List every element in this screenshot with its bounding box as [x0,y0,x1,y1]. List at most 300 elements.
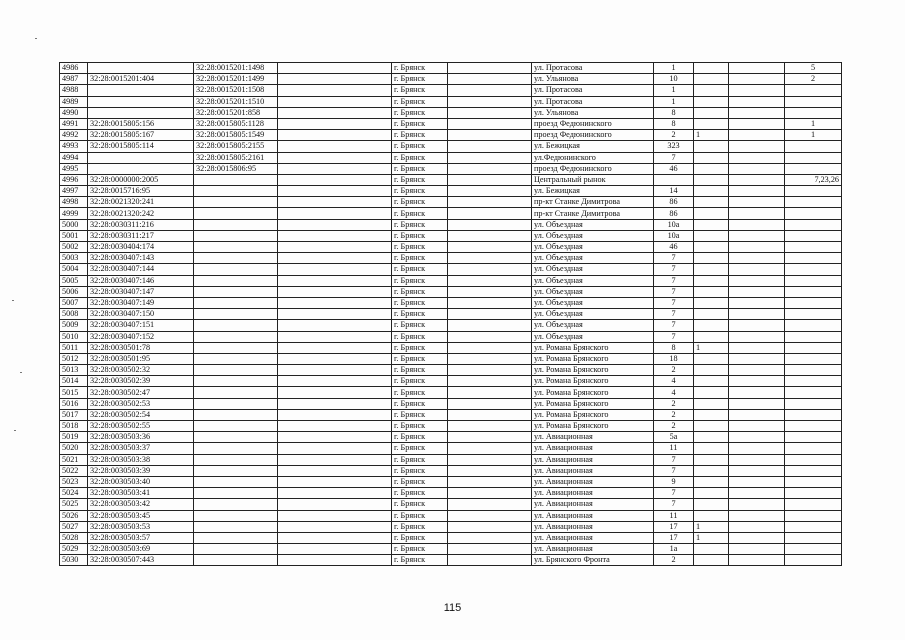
cell-blank-col-2 [448,74,532,85]
cell-row-number: 5023 [60,476,88,487]
cell-note [785,286,842,297]
cell-house-number: 2 [654,365,694,376]
cell-city: г. Брянск [392,309,448,320]
cell-row-number: 4986 [60,63,88,74]
cell-city: г. Брянск [392,465,448,476]
cell-blank-col [278,152,392,163]
cell-building [694,96,729,107]
table-row [60,521,842,532]
table-row [60,387,842,398]
cell-city: г. Брянск [392,532,448,543]
cell-street: ул. Романа Брянского [532,342,654,353]
cell-house-number: 7 [654,499,694,510]
cell-cadastral-number: 32:28:0030503:39 [88,465,194,476]
cell-blank-col-2 [448,409,532,420]
cell-cadastral-number: 32:28:0030502:39 [88,376,194,387]
cell-street: пр-кт Станке Димитрова [532,208,654,219]
cell-row-number: 5003 [60,253,88,264]
cell-extra [729,242,785,253]
cell-note [785,141,842,152]
table-row [60,432,842,443]
cell-city: г. Брянск [392,376,448,387]
cell-extra [729,421,785,432]
cell-house-number: 17 [654,521,694,532]
table-row [60,230,842,241]
cell-street: ул. Объездная [532,297,654,308]
cell-building [694,219,729,230]
cell-city: г. Брянск [392,242,448,253]
cell-sub-cadastral-number [194,532,278,543]
cell-row-number: 5000 [60,219,88,230]
cell-sub-cadastral-number [194,309,278,320]
cell-house-number: 2 [654,130,694,141]
cell-note [785,85,842,96]
cell-sub-cadastral-number [194,521,278,532]
cell-blank-col-2 [448,96,532,107]
cell-extra [729,309,785,320]
cell-house-number: 7 [654,253,694,264]
cell-street: ул. Авиационная [532,532,654,543]
cell-city: г. Брянск [392,230,448,241]
cell-extra [729,331,785,342]
cell-blank-col [278,432,392,443]
cell-note [785,163,842,174]
cell-note [785,499,842,510]
cell-building [694,555,729,566]
cell-sub-cadastral-number [194,555,278,566]
cell-blank-col [278,398,392,409]
cell-building: 1 [694,342,729,353]
table-row [60,376,842,387]
cell-row-number: 5028 [60,532,88,543]
cell-sub-cadastral-number [194,297,278,308]
cell-sub-cadastral-number [194,476,278,487]
cell-street: ул. Объездная [532,230,654,241]
cell-note [785,421,842,432]
cell-blank-col [278,309,392,320]
cell-building [694,297,729,308]
cell-blank-col [278,275,392,286]
cell-sub-cadastral-number [194,488,278,499]
cell-blank-col-2 [448,297,532,308]
cell-note [785,242,842,253]
cell-building [694,230,729,241]
cell-blank-col [278,230,392,241]
cell-building: 1 [694,130,729,141]
cell-blank-col [278,499,392,510]
table-row [60,107,842,118]
cell-blank-col-2 [448,85,532,96]
cell-blank-col [278,387,392,398]
cell-row-number: 5005 [60,275,88,286]
cell-extra [729,219,785,230]
cell-cadastral-number: 32:28:0021320:241 [88,197,194,208]
cell-sub-cadastral-number [194,499,278,510]
cell-blank-col-2 [448,219,532,230]
cell-cadastral-number: 32:28:0030503:42 [88,499,194,510]
cell-row-number: 5019 [60,432,88,443]
cell-row-number: 4989 [60,96,88,107]
cell-extra [729,264,785,275]
cell-sub-cadastral-number [194,208,278,219]
cell-blank-col-2 [448,63,532,74]
cell-city: г. Брянск [392,454,448,465]
cell-cadastral-number: 32:28:0030311:216 [88,219,194,230]
cell-row-number: 5001 [60,230,88,241]
table-row [60,499,842,510]
cell-cadastral-number: 32:28:0030503:53 [88,521,194,532]
cell-building [694,398,729,409]
cell-blank-col-2 [448,398,532,409]
table-row [60,174,842,185]
cell-house-number: 8 [654,342,694,353]
cell-sub-cadastral-number [194,242,278,253]
cell-blank-col [278,365,392,376]
cell-row-number: 4993 [60,141,88,152]
cell-blank-col-2 [448,186,532,197]
cell-building [694,163,729,174]
cell-street: ул. Романа Брянского [532,398,654,409]
cell-note: 1 [785,130,842,141]
cell-building [694,309,729,320]
cell-building [694,465,729,476]
cell-house-number: 7 [654,152,694,163]
cell-building [694,365,729,376]
cell-house-number: 10 [654,74,694,85]
cell-blank-col-2 [448,242,532,253]
cell-blank-col [278,421,392,432]
cell-note: 1 [785,118,842,129]
cell-cadastral-number: 32:28:0030502:55 [88,421,194,432]
scan-speck [35,38,37,39]
cell-street: ул. Авиационная [532,454,654,465]
cell-row-number: 5018 [60,421,88,432]
cell-blank-col-2 [448,476,532,487]
cell-house-number: 323 [654,141,694,152]
table-row [60,197,842,208]
table-row [60,286,842,297]
cell-note [785,320,842,331]
cell-building [694,432,729,443]
cell-building [694,320,729,331]
cell-house-number: 7 [654,275,694,286]
cell-city: г. Брянск [392,152,448,163]
cell-city: г. Брянск [392,510,448,521]
cell-sub-cadastral-number: 32:28:0015805:2161 [194,152,278,163]
cell-house-number: 11 [654,510,694,521]
cell-city: г. Брянск [392,63,448,74]
cell-note: 5 [785,63,842,74]
cell-city: г. Брянск [392,264,448,275]
cell-building [694,409,729,420]
table-row [60,443,842,454]
cell-extra [729,107,785,118]
cell-sub-cadastral-number [194,443,278,454]
table-row [60,208,842,219]
cell-street: ул. Брянского Фронта [532,555,654,566]
cell-sub-cadastral-number [194,432,278,443]
cell-extra [729,365,785,376]
cell-sub-cadastral-number [194,365,278,376]
cell-city: г. Брянск [392,320,448,331]
cell-row-number: 5015 [60,387,88,398]
cell-building [694,544,729,555]
cell-extra [729,488,785,499]
cell-note [785,376,842,387]
cell-street: ул. Объездная [532,309,654,320]
cell-street: ул. Авиационная [532,465,654,476]
cell-note [785,465,842,476]
cell-row-number: 4987 [60,74,88,85]
cell-note [785,532,842,543]
cell-extra [729,118,785,129]
cell-sub-cadastral-number [194,230,278,241]
cell-row-number: 5009 [60,320,88,331]
cell-city: г. Брянск [392,107,448,118]
cell-extra [729,398,785,409]
registry-table [59,62,842,566]
cell-blank-col-2 [448,118,532,129]
table-row [60,253,842,264]
cell-house-number: 10а [654,230,694,241]
cell-blank-col-2 [448,488,532,499]
table-row [60,74,842,85]
cell-house-number: 7 [654,331,694,342]
cell-building: 1 [694,532,729,543]
cell-cadastral-number [88,107,194,118]
cell-cadastral-number: 32:28:0030407:144 [88,264,194,275]
cell-row-number: 5016 [60,398,88,409]
cell-extra [729,208,785,219]
cell-city: г. Брянск [392,353,448,364]
cell-note [785,275,842,286]
cell-extra [729,409,785,420]
cell-row-number: 5020 [60,443,88,454]
cell-city: г. Брянск [392,208,448,219]
cell-row-number: 5011 [60,342,88,353]
cell-sub-cadastral-number [194,275,278,286]
cell-row-number: 4991 [60,118,88,129]
cell-note [785,443,842,454]
cell-blank-col-2 [448,365,532,376]
cell-street: ул. Авиационная [532,476,654,487]
cell-blank-col [278,141,392,152]
cell-house-number: 86 [654,197,694,208]
cell-note [785,219,842,230]
cell-city: г. Брянск [392,476,448,487]
cell-city: г. Брянск [392,197,448,208]
cell-cadastral-number: 32:28:0030503:69 [88,544,194,555]
table-row [60,309,842,320]
cell-blank-col-2 [448,309,532,320]
cell-row-number: 4995 [60,163,88,174]
cell-street: ул. Объездная [532,242,654,253]
cell-blank-col-2 [448,230,532,241]
cell-city: г. Брянск [392,499,448,510]
cell-blank-col [278,376,392,387]
cell-note: 2 [785,74,842,85]
cell-note [785,342,842,353]
cell-sub-cadastral-number: 32:28:0015805:1549 [194,130,278,141]
cell-building [694,85,729,96]
cell-sub-cadastral-number [194,197,278,208]
cell-building [694,421,729,432]
cell-street: ул. Объездная [532,253,654,264]
cell-blank-col-2 [448,421,532,432]
cell-extra [729,555,785,566]
table-row [60,532,842,543]
cell-street: ул. Авиационная [532,499,654,510]
cell-extra [729,253,785,264]
table-row [60,152,842,163]
cell-blank-col-2 [448,264,532,275]
cell-extra [729,387,785,398]
cell-house-number: 2 [654,421,694,432]
cell-blank-col-2 [448,208,532,219]
cell-city: г. Брянск [392,163,448,174]
table-row [60,398,842,409]
cell-row-number: 4996 [60,174,88,185]
cell-blank-col [278,331,392,342]
cell-house-number: 17 [654,532,694,543]
cell-sub-cadastral-number [194,253,278,264]
cell-row-number: 4990 [60,107,88,118]
cell-city: г. Брянск [392,443,448,454]
cell-cadastral-number: 32:28:0030502:54 [88,409,194,420]
cell-house-number [654,174,694,185]
cell-city: г. Брянск [392,365,448,376]
cell-cadastral-number: 32:28:0030501:95 [88,353,194,364]
table-row [60,465,842,476]
cell-cadastral-number [88,63,194,74]
cell-street: ул. Авиационная [532,521,654,532]
cell-sub-cadastral-number [194,409,278,420]
cell-row-number: 4999 [60,208,88,219]
cell-blank-col [278,174,392,185]
cell-house-number: 7 [654,488,694,499]
cell-cadastral-number: 32:28:0015805:156 [88,118,194,129]
table-row [60,342,842,353]
cell-note [785,488,842,499]
cell-building [694,488,729,499]
cell-blank-col [278,130,392,141]
cell-street: ул. Протасова [532,63,654,74]
cell-house-number: 4 [654,387,694,398]
cell-cadastral-number: 32:28:0030404:174 [88,242,194,253]
cell-cadastral-number: 32:28:0030502:47 [88,387,194,398]
cell-row-number: 5021 [60,454,88,465]
cell-sub-cadastral-number [194,421,278,432]
cell-extra [729,532,785,543]
table-row [60,331,842,342]
cell-blank-col [278,510,392,521]
cell-blank-col [278,353,392,364]
cell-blank-col [278,297,392,308]
cell-house-number: 7 [654,454,694,465]
table-row [60,488,842,499]
cell-row-number: 5010 [60,331,88,342]
cell-house-number: 1а [654,544,694,555]
cell-blank-col-2 [448,499,532,510]
cell-blank-col [278,107,392,118]
cell-house-number: 11 [654,443,694,454]
cell-house-number: 7 [654,297,694,308]
cell-blank-col-2 [448,152,532,163]
cell-note [785,96,842,107]
table-row [60,353,842,364]
cell-cadastral-number: 32:28:0030503:45 [88,510,194,521]
cell-city: г. Брянск [392,253,448,264]
cell-blank-col-2 [448,141,532,152]
cell-row-number: 5026 [60,510,88,521]
cell-house-number: 14 [654,186,694,197]
table-row [60,320,842,331]
cell-house-number: 1 [654,85,694,96]
cell-blank-col [278,118,392,129]
cell-blank-col [278,532,392,543]
cell-blank-col-2 [448,376,532,387]
cell-city: г. Брянск [392,96,448,107]
cell-extra [729,275,785,286]
cell-sub-cadastral-number: 32:28:0015201:1499 [194,74,278,85]
cell-city: г. Брянск [392,409,448,420]
cell-building [694,186,729,197]
cell-house-number: 1 [654,63,694,74]
cell-building [694,476,729,487]
cell-note [785,398,842,409]
cell-house-number: 8 [654,118,694,129]
scan-speck [14,430,16,431]
cell-row-number: 4988 [60,85,88,96]
cell-blank-col-2 [448,432,532,443]
cell-city: г. Брянск [392,555,448,566]
cell-blank-col-2 [448,130,532,141]
table-row [60,186,842,197]
table-row [60,63,842,74]
cell-blank-col-2 [448,443,532,454]
cell-cadastral-number: 32:28:0030503:40 [88,476,194,487]
cell-sub-cadastral-number [194,465,278,476]
cell-blank-col [278,488,392,499]
cell-street: ул. Ульянова [532,107,654,118]
table-row [60,297,842,308]
cell-building: 1 [694,521,729,532]
cell-blank-col [278,286,392,297]
cell-note [785,264,842,275]
cell-city: г. Брянск [392,219,448,230]
cell-street: ул. Авиационная [532,432,654,443]
cell-street: ул. Объездная [532,275,654,286]
cell-blank-col [278,454,392,465]
cell-blank-col [278,197,392,208]
cell-street: ул. Авиационная [532,443,654,454]
table-row [60,141,842,152]
cell-street: ул. Бежицкая [532,141,654,152]
table-row [60,96,842,107]
cell-street: проезд Федюнинского [532,130,654,141]
cell-row-number: 5008 [60,309,88,320]
cell-blank-col-2 [448,331,532,342]
table-row [60,476,842,487]
cell-sub-cadastral-number: 32:28:0015201:1498 [194,63,278,74]
cell-building [694,264,729,275]
cell-cadastral-number: 32:28:0030407:149 [88,297,194,308]
cell-blank-col-2 [448,387,532,398]
cell-city: г. Брянск [392,488,448,499]
cell-extra [729,85,785,96]
cell-city: г. Брянск [392,297,448,308]
cell-blank-col-2 [448,510,532,521]
